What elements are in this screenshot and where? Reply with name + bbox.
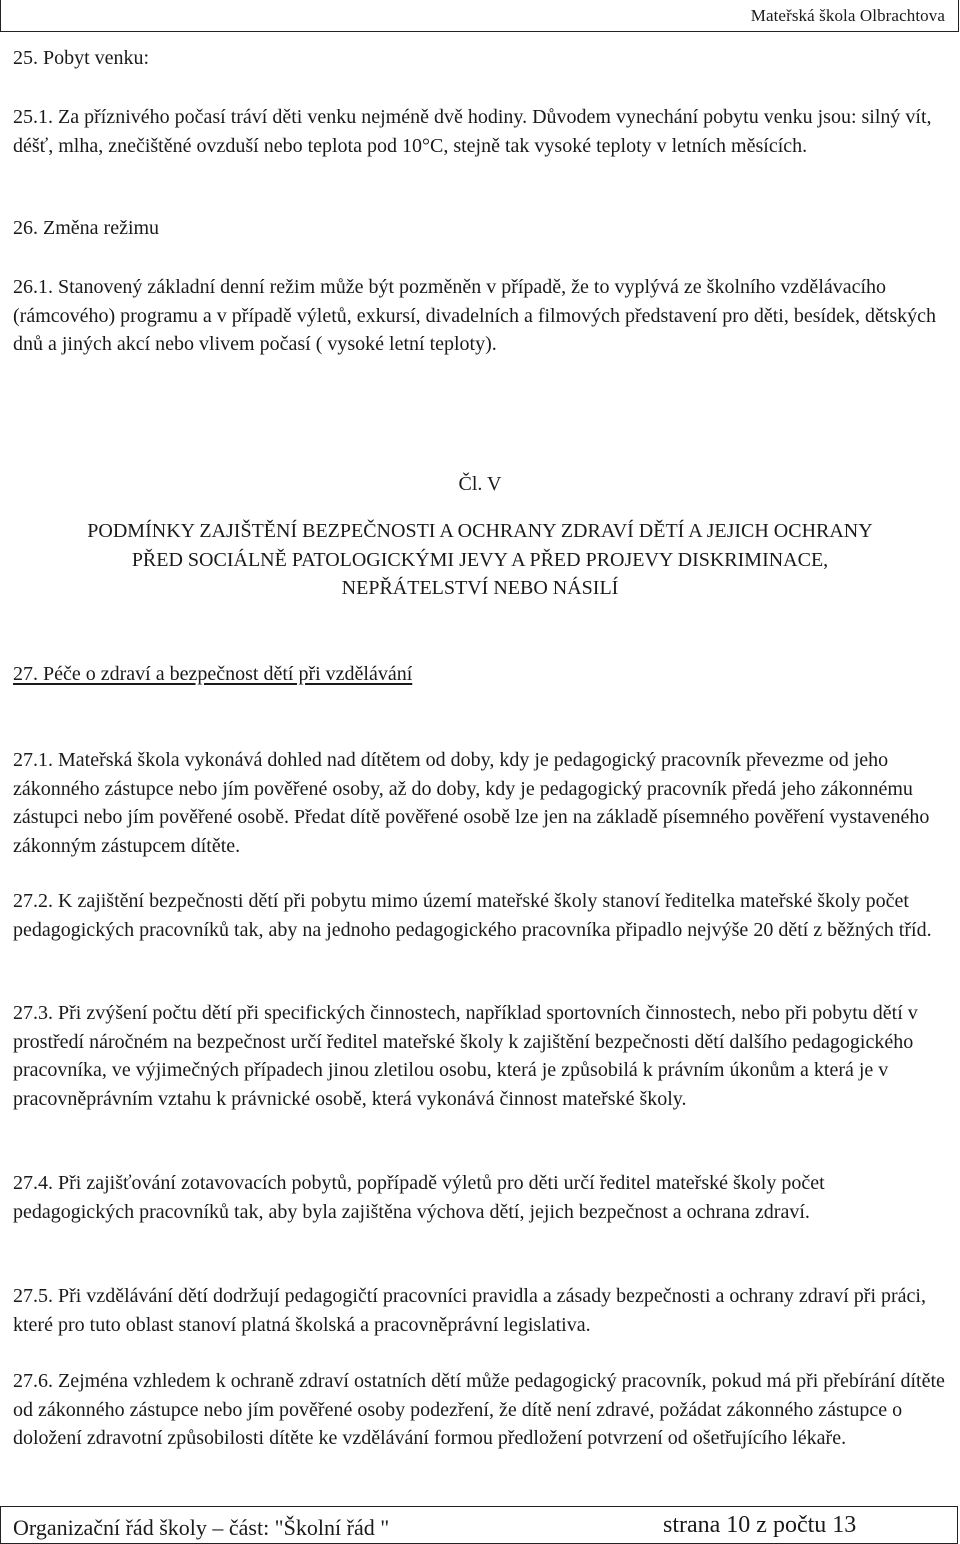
footer-document-name: Organizační řád školy – část: "Školní řád " bbox=[13, 1515, 390, 1540]
paragraph-27-3: 27.3. Při zvýšení počtu dětí při specifických činnostech, například sportovních činnostech, nebo při pobytu dětí v prostředí náročném na bezpečnost určí ředitel mateřské školy k zajištění bezpečnosti dětí dalšího pedagogického pracovníka, ve výjimečných případech jinou zletilou osobu, která je způsobilá k právním úkonům a která je v pracovněprávním vztahu k právnické osobě, která vykonává činnost mateřské školy. bbox=[13, 1002, 918, 1110]
section-25-title: 25. Pobyt venku: bbox=[13, 47, 150, 69]
page-header bbox=[0, 0, 960, 32]
header-school-name: Mateřská škola Olbrachtova bbox=[750, 6, 945, 25]
paragraph-27-5: 27.5. Při vzdělávání dětí dodržují pedagogičtí pracovníci pravidla a zásady bezpečnosti a ochrany zdraví při práci, které pro tuto oblast stanoví platná školská a pracovněprávní legislativa. bbox=[13, 1285, 926, 1336]
footer-page-number: strana 10 z počtu 13 bbox=[663, 1512, 857, 1538]
paragraph-27-6: 27.6. Zejména vzhledem k ochraně zdraví ostatních dětí může pedagogický pracovník, pokud má při přebírání dítěte od zákonného zástupce nebo jím pověřené osoby podezření, že dítě není zdravé, požádat zákonného zástupce o doložení zdravotní způsobilosti dítěte ke vzdělávání formou předložení potvrzení od ošetřujícího lékaře. bbox=[13, 1370, 945, 1449]
paragraph-25-1: 25.1. Za příznivého počasí tráví děti venku nejméně dvě hodiny. Důvodem vynechání pobytu venku jsou: silný vít, déšť, mlha, znečištěné ovzduší nebo teplota pod 10°C, stejně tak vysoké teploty v letních měsících. bbox=[13, 106, 932, 157]
header-bottom-border bbox=[0, 31, 958, 32]
section-27-title: 27. Péče o zdraví a bezpečnost dětí při vzdělávání bbox=[13, 663, 413, 685]
paragraph-27-4: 27.4. Při zajišťování zotavovacích pobytů, popřípadě výletů pro děti určí ředitel mateřské školy počet pedagogických pracovníků tak, aby byla zajištěna výchova dětí, jejich bezpečnost a ochrana zdraví. bbox=[13, 1172, 825, 1223]
header-left-border bbox=[0, 0, 1, 32]
section-26-title: 26. Změna režimu bbox=[13, 217, 160, 239]
page-footer bbox=[0, 1506, 960, 1544]
paragraph-27-2: 27.2. K zajištění bezpečnosti dětí při pobytu mimo území mateřské školy stanoví ředitelka mateřské školy počet pedagogických pracovníků tak, aby na jednoho pedagogického pracovníka připadlo nejvýše 20 dětí z běžných tříd. bbox=[13, 890, 932, 941]
paragraph-27-1: 27.1. Mateřská škola vykonává dohled nad dítětem od doby, kdy je pedagogický pracovník převezme od jeho zákonného zástupce nebo jím pověřené osoby, až do doby, kdy je pedagogický pracovník předá jeho zákonnému zástupci nebo jím pověřené osobě. Předat dítě pověřené osobě lze jen na základě písemného pověření vystaveného zákonným zástupcem dítěte. bbox=[13, 749, 930, 857]
header-right-border bbox=[958, 0, 959, 32]
paragraph-26-1: 26.1. Stanovený základní denní režim může být pozměněn v případě, že to vyplývá ze školního vzdělávacího (rámcového) programu a v případě výletů, exkursí, divadelních a filmových představení pro děti, besídek, dětských dnů a jiných akcí nebo vlivem počasí ( vysoké letní teploty). bbox=[13, 276, 937, 355]
chapter-number: Čl. V bbox=[458, 473, 502, 495]
chapter-title: PODMÍNKY ZAJIŠTĚNÍ BEZPEČNOSTI A OCHRANY ZDRAVÍ DĚTÍ A JEJICH OCHRANY PŘED SOCIÁLNĚ PATOLOGICKÝMI JEVY A PŘED PROJEVY DISKRIMINACE, NEPŘÁTELSTVÍ NEBO NÁSILÍ bbox=[87, 520, 873, 599]
